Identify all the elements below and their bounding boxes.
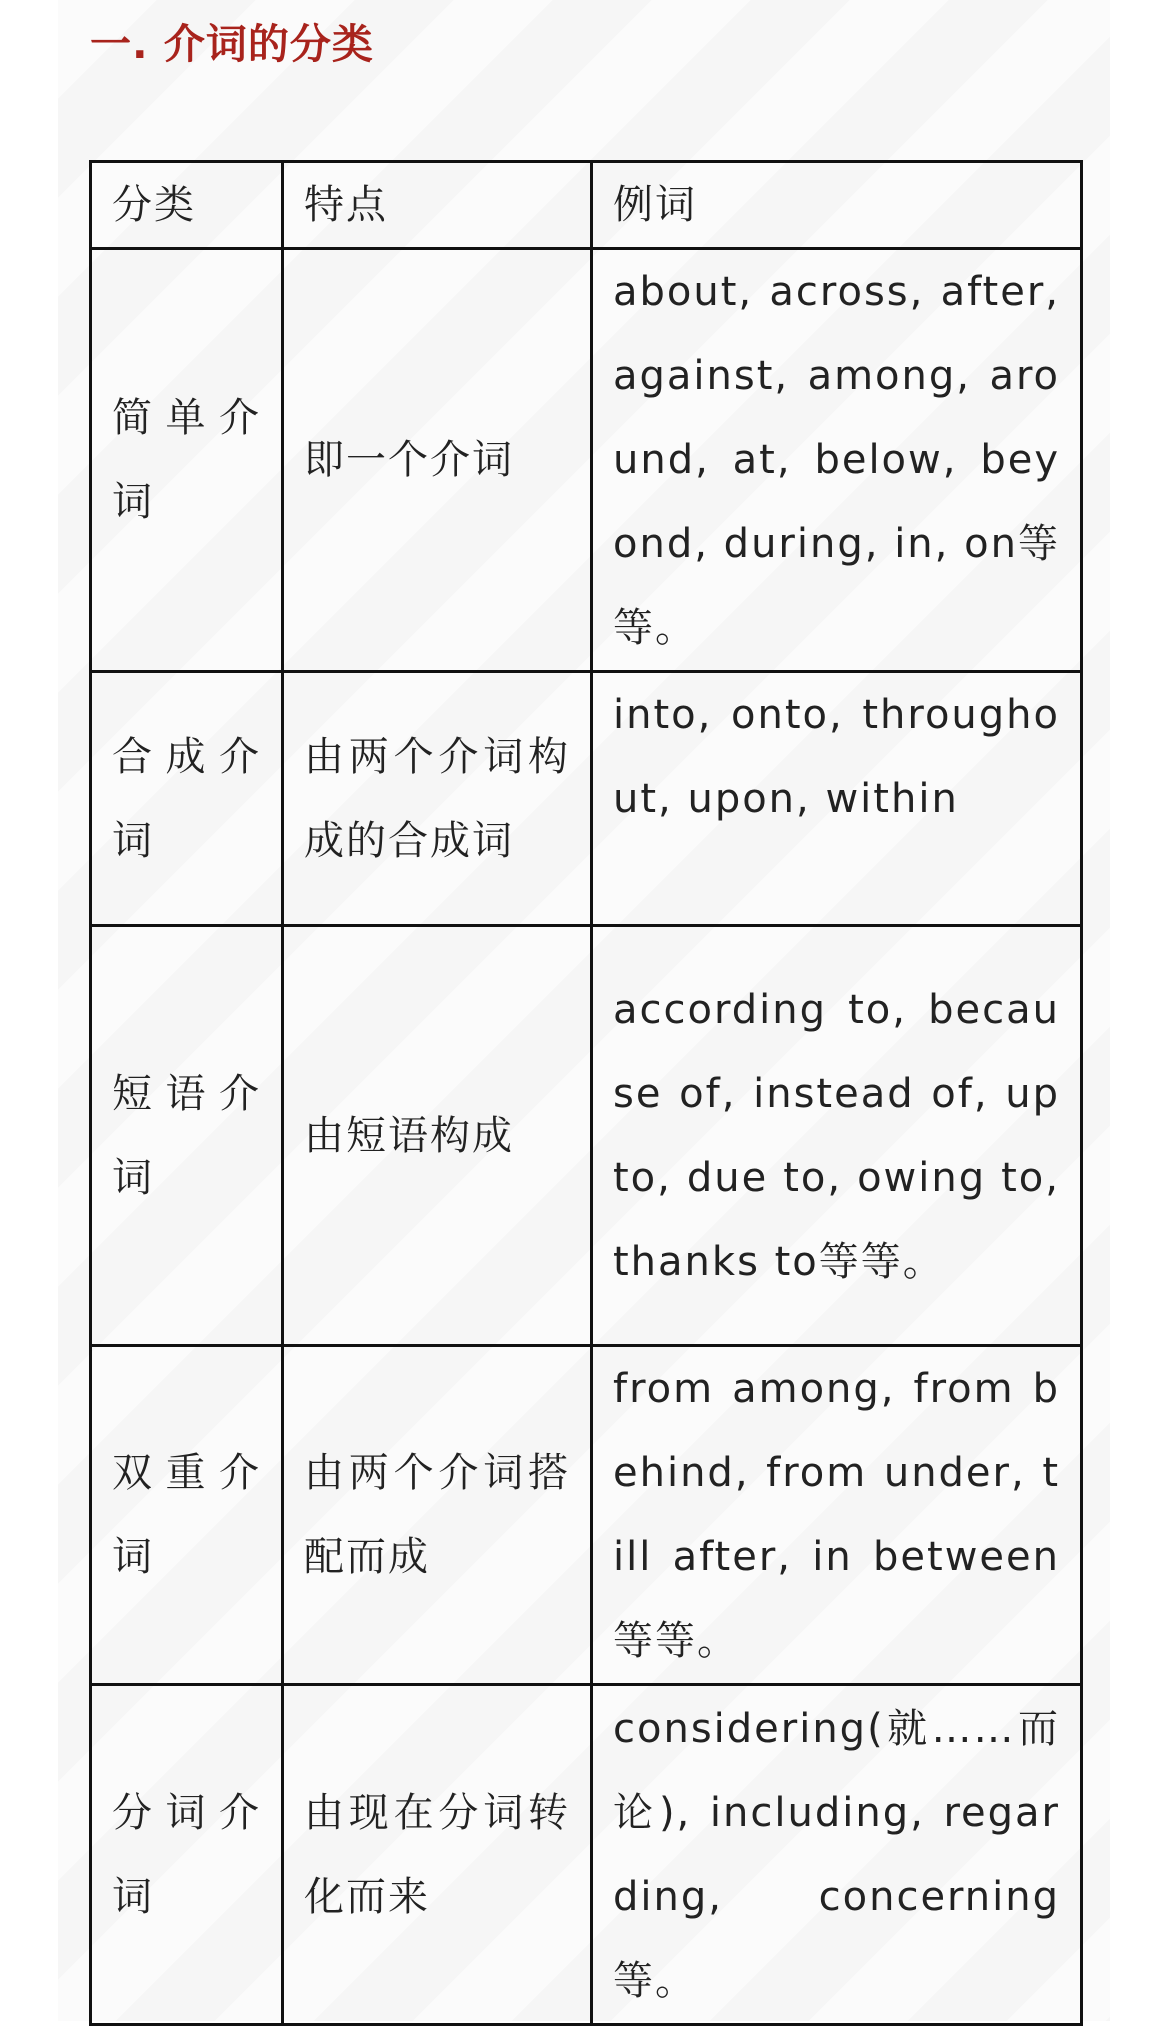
- table-row: [91, 1346, 1082, 1685]
- table-row: [91, 672, 1082, 926]
- category-cell: 合成介词: [91, 672, 283, 926]
- section-title: 一. 介词的分类: [90, 20, 374, 68]
- category-cell: 简单介词: [91, 249, 283, 672]
- table-row: [91, 1685, 1082, 2025]
- examples-cell: about, across, after, against, among, around, at, below, beyond, during, in, on等等。: [592, 249, 1082, 672]
- examples-cell: into, onto, throughout, upon, within: [592, 672, 1082, 926]
- table-header-row: [91, 162, 1082, 249]
- feature-cell: 由短语构成: [283, 926, 592, 1346]
- feature-cell: 由现在分词转化而来: [283, 1685, 592, 2025]
- examples-cell: according to, because of, instead of, up to, due to, owing to, thanks to等等。: [592, 926, 1082, 1346]
- feature-cell: 由两个介词搭配而成: [283, 1346, 592, 1685]
- category-cell: 双重介词: [91, 1346, 283, 1685]
- table-row: [91, 249, 1082, 672]
- feature-cell: 即一个介词: [283, 249, 592, 672]
- header-examples: 例词: [592, 162, 1082, 249]
- examples-cell: considering(就……而论), including, regarding, concerning等。: [592, 1685, 1082, 2025]
- category-cell: 短语介词: [91, 926, 283, 1346]
- preposition-classification-table: [89, 160, 1083, 2026]
- header-category: 分类: [91, 162, 283, 249]
- header-feature: 特点: [283, 162, 592, 249]
- table-row: [91, 926, 1082, 1346]
- feature-cell: 由两个介词构成的合成词: [283, 672, 592, 926]
- examples-cell: from among, from behind, from under, till after, in between等等。: [592, 1346, 1082, 1685]
- category-cell: 分词介词: [91, 1685, 283, 2025]
